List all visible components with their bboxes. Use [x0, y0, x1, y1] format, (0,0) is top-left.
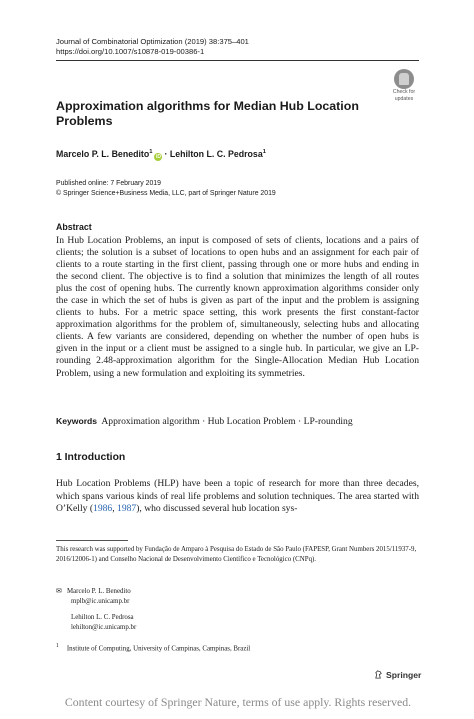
- orcid-icon[interactable]: iD: [155, 154, 161, 160]
- badge-line2: updates: [394, 95, 414, 102]
- keywords-line: [56, 416, 419, 427]
- abstract-text: In Hub Location Problems, an input is composed of sets of clients, locations and a pairs of clients; the solution is a subset of locations to open hubs and an assignment for each pair of clients to a route starting in the first client, passing through one or more hubs and ending in the second client. The objective is to find a solution that minimizes the length of all routes plus the cost of opening hubs. The currently known approximation algorithms consider only the case in which the set of hubs is given as part of the input and the problem is assigning clients to hubs. For a metric space setting, this work presents the first constant-factor approximation algorithms for the problem of, simultaneously, selecting hubs and allocating clients. A few variants are considered, depending on whether the number of open hubs is given in the input or a client must be assigned to a single hub. In particular, we give an LP-rounding 2.48-approximation algorithm for the Single-Allocation Median Hub Location Problem, using a new formulation and exploiting its symmetries.: [56, 235, 419, 379]
- keywords-label: Keywords: [56, 416, 98, 426]
- contact-email[interactable]: mplb@ic.unicamp.br: [71, 598, 130, 606]
- header-rule: [56, 60, 419, 61]
- contact-block: [56, 587, 136, 633]
- springer-logo-text: Springer: [386, 670, 422, 680]
- check-for-updates-badge[interactable]: [388, 69, 420, 101]
- copyright-notice: © Springer Science+Business Media, LLC, part of Springer Nature 2019: [56, 190, 276, 197]
- intro-text-end: ), who discussed several hub location sys-: [136, 503, 298, 515]
- affiliation-number: 1: [56, 643, 59, 649]
- publication-info: [56, 179, 276, 199]
- journal-citation: Journal of Combinatorial Optimization (2019) 38:375–401: [56, 37, 249, 46]
- author-affil-sup: 1: [149, 149, 153, 156]
- affiliation-footnote: [56, 643, 250, 652]
- courtesy-watermark: Content courtesy of Springer Nature, terms of use apply. Rights reserved.: [64, 695, 412, 709]
- section-heading: 1 Introduction: [56, 452, 126, 463]
- badge-line1: Check for: [392, 89, 416, 95]
- article-title: Approximation algorithms for Median Hub Location Problems: [56, 99, 359, 128]
- springer-logo: [374, 670, 421, 680]
- author-separator: ·: [164, 149, 168, 159]
- funding-footnote: This research was supported by Fundação de Amparo à Pesquisa do Estado de São Paulo (FAPESP, Grant Numbers 2015/11937-9, 2016/12006-1) and Conselho Nacional de Desenvolvimento Científico e Tecnológico (CNPq).: [56, 546, 417, 563]
- envelope-icon: ✉: [56, 588, 62, 595]
- abstract-heading: Abstract: [56, 222, 92, 232]
- published-date: Published online: 7 February 2019: [56, 180, 161, 187]
- introduction-paragraph: [56, 478, 419, 516]
- citation-separator: ,: [112, 503, 118, 515]
- footnote-rule: [56, 540, 128, 541]
- citation-link[interactable]: 1986: [93, 503, 113, 515]
- intro-text: Hub Location Problems (HLP) have been a topic of research for more than three decades, which spans various kinds of real life problems and solution techniques. The area started with O’Kelly (: [56, 478, 419, 515]
- contact-email[interactable]: lehilton@ic.unicamp.br: [71, 623, 137, 631]
- author-line: [56, 149, 266, 161]
- contact-name: Marcelo P. L. Benedito: [67, 588, 131, 595]
- doi-link[interactable]: https://doi.org/10.1007/s10878-019-00386-1: [56, 47, 205, 56]
- author-name[interactable]: Lehilton L. C. Pedrosa: [169, 149, 263, 159]
- author-affil-sup: 1: [262, 149, 266, 156]
- contact-name: Lehilton L. C. Pedrosa: [71, 613, 134, 621]
- springer-horse-icon: [374, 670, 383, 679]
- citation-link[interactable]: 1987: [117, 503, 137, 515]
- bookmark-icon: [394, 69, 414, 89]
- author-name[interactable]: Marcelo P. L. Benedito: [56, 149, 150, 159]
- affiliation-text: Institute of Computing, University of Campinas, Campinas, Brazil: [66, 645, 251, 653]
- journal-header: [56, 37, 249, 57]
- keywords-values: Approximation algorithm · Hub Location Problem · LP-rounding: [101, 416, 353, 427]
